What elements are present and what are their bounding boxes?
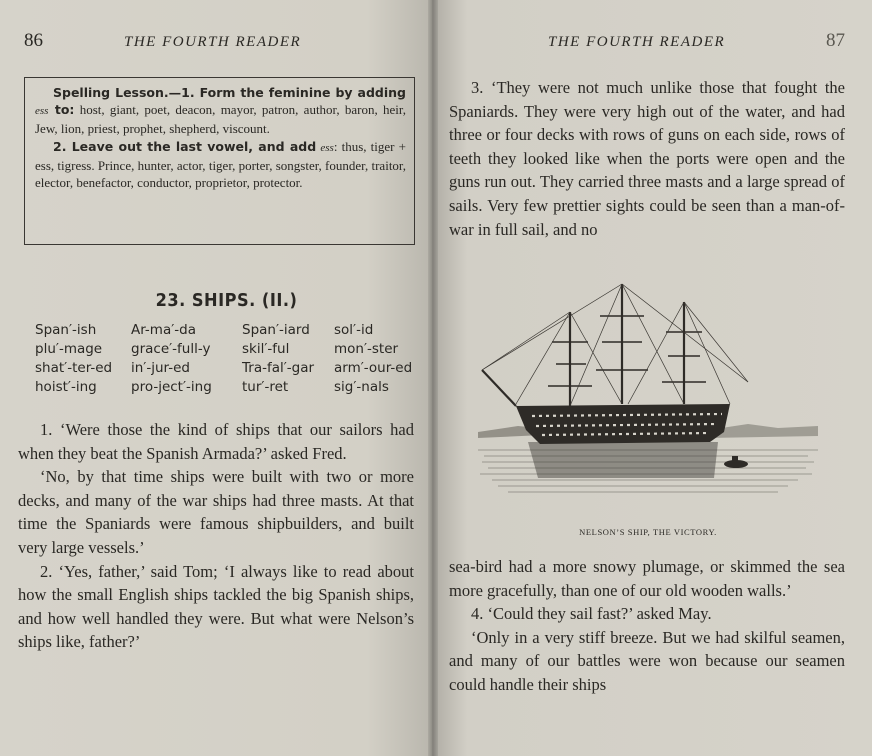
right-body-text-top [449,76,845,241]
vocab-word: sol′-id [334,322,374,338]
vocab-word: Tra-fal′-gar [242,360,315,376]
vocab-word: mon′-ster [334,341,399,357]
vocab-word: hoist′-ing [35,379,97,395]
vocab-word: in′-jur-ed [131,360,190,376]
running-head-right: THE FOURTH READER [548,34,726,50]
paragraph: 4. ‘Could they sail fast?’ asked May. [471,604,712,624]
paragraph: 3. ‘They were not much unlike those that fought the Spaniards. They were very high out of the water, and had three or four decks with rows of guns on each side, rows of teeth they looked like when the ports were open and the guns run out. They carried three masts and a large spread of sails. Very few prettier sights could be seen than a man-of-war in full sail, and no [449,78,845,239]
spelling-lesson-part1 [35,84,406,137]
ship-illustration [478,282,818,510]
vocab-word: sig′-nals [334,379,389,395]
spelling-text-1: host, giant, poet, deacon, mayor, patron, author, baron, heir, Jew, lion, priest, prophet, shepherd, viscount. [35,102,406,136]
vocab-word: tur′-ret [242,379,289,395]
spelling-lead-2: 2. Leave out the last vowel, and add [53,139,317,154]
spelling-text-2: : thus, tiger + ess, tigress. Prince, hunter, actor, tiger, porter, songster, founder, traitor, elector, benefactor, conductor, proprietor, protector. [35,139,406,190]
spelling-lead-1: Spelling Lesson.—1. Form the feminine by adding [53,85,406,100]
left-page [0,0,432,756]
spelling-ess-2: ess [320,142,334,154]
paragraph: 2. ‘Yes, father,’ said Tom; ‘I always like to read about how the small English ships tackled the big Spanish ships, and how well handled they were. But what were Nelson’s ships like, father?’ [18,561,414,652]
left-body-text [18,418,414,654]
running-head-left: THE FOURTH READER [124,34,302,50]
page-number-left: 86 [24,30,43,51]
spelling-ess-1: ess [35,105,49,117]
vocab-word: shat′-ter-ed [35,360,113,376]
vocab-word: pro-ject′-ing [131,379,212,395]
vocab-word: skil′-ful [242,341,290,357]
right-body-text-bottom [449,555,845,697]
vocab-word: arm′-our-ed [334,360,413,376]
vocab-word: plu′-mage [35,341,103,357]
spelling-lead-1b: to: [48,102,75,117]
paragraph: 1. ‘Were those the kind of ships that our sailors had when they beat the Spanish Armada?’ asked Fred. [18,420,414,463]
paragraph: sea-bird had a more snowy plumage, or skimmed the sea more gracefully, than one of our old wooden walls.’ [449,557,845,600]
lesson-title: 23. SHIPS. (II.) [155,290,298,311]
paragraph: ‘No, by that time ships were built with two or more decks, and many of the war ships had three masts. At that time the Spaniards were famous shipbuilders, and built very large vessels.’ [18,467,414,557]
paragraph: ‘Only in a very stiff breeze. But we had skilful seamen, and many of our battles were won because our seamen could handle their ships [449,627,845,694]
vocab-word: Span′-ish [35,322,97,338]
spelling-lesson-part2 [35,138,406,191]
vocab-word: Ar-ma′-da [131,322,196,338]
vocabulary-list [35,322,415,396]
spelling-lesson-box [24,77,415,245]
page-number-right: 87 [826,30,845,51]
vocab-word: grace′-full-y [131,341,211,357]
vocab-word: Span′-iard [242,322,310,338]
illustration-caption: NELSON’S SHIP, THE VICTORY. [579,527,717,537]
book-gutter [428,0,438,756]
